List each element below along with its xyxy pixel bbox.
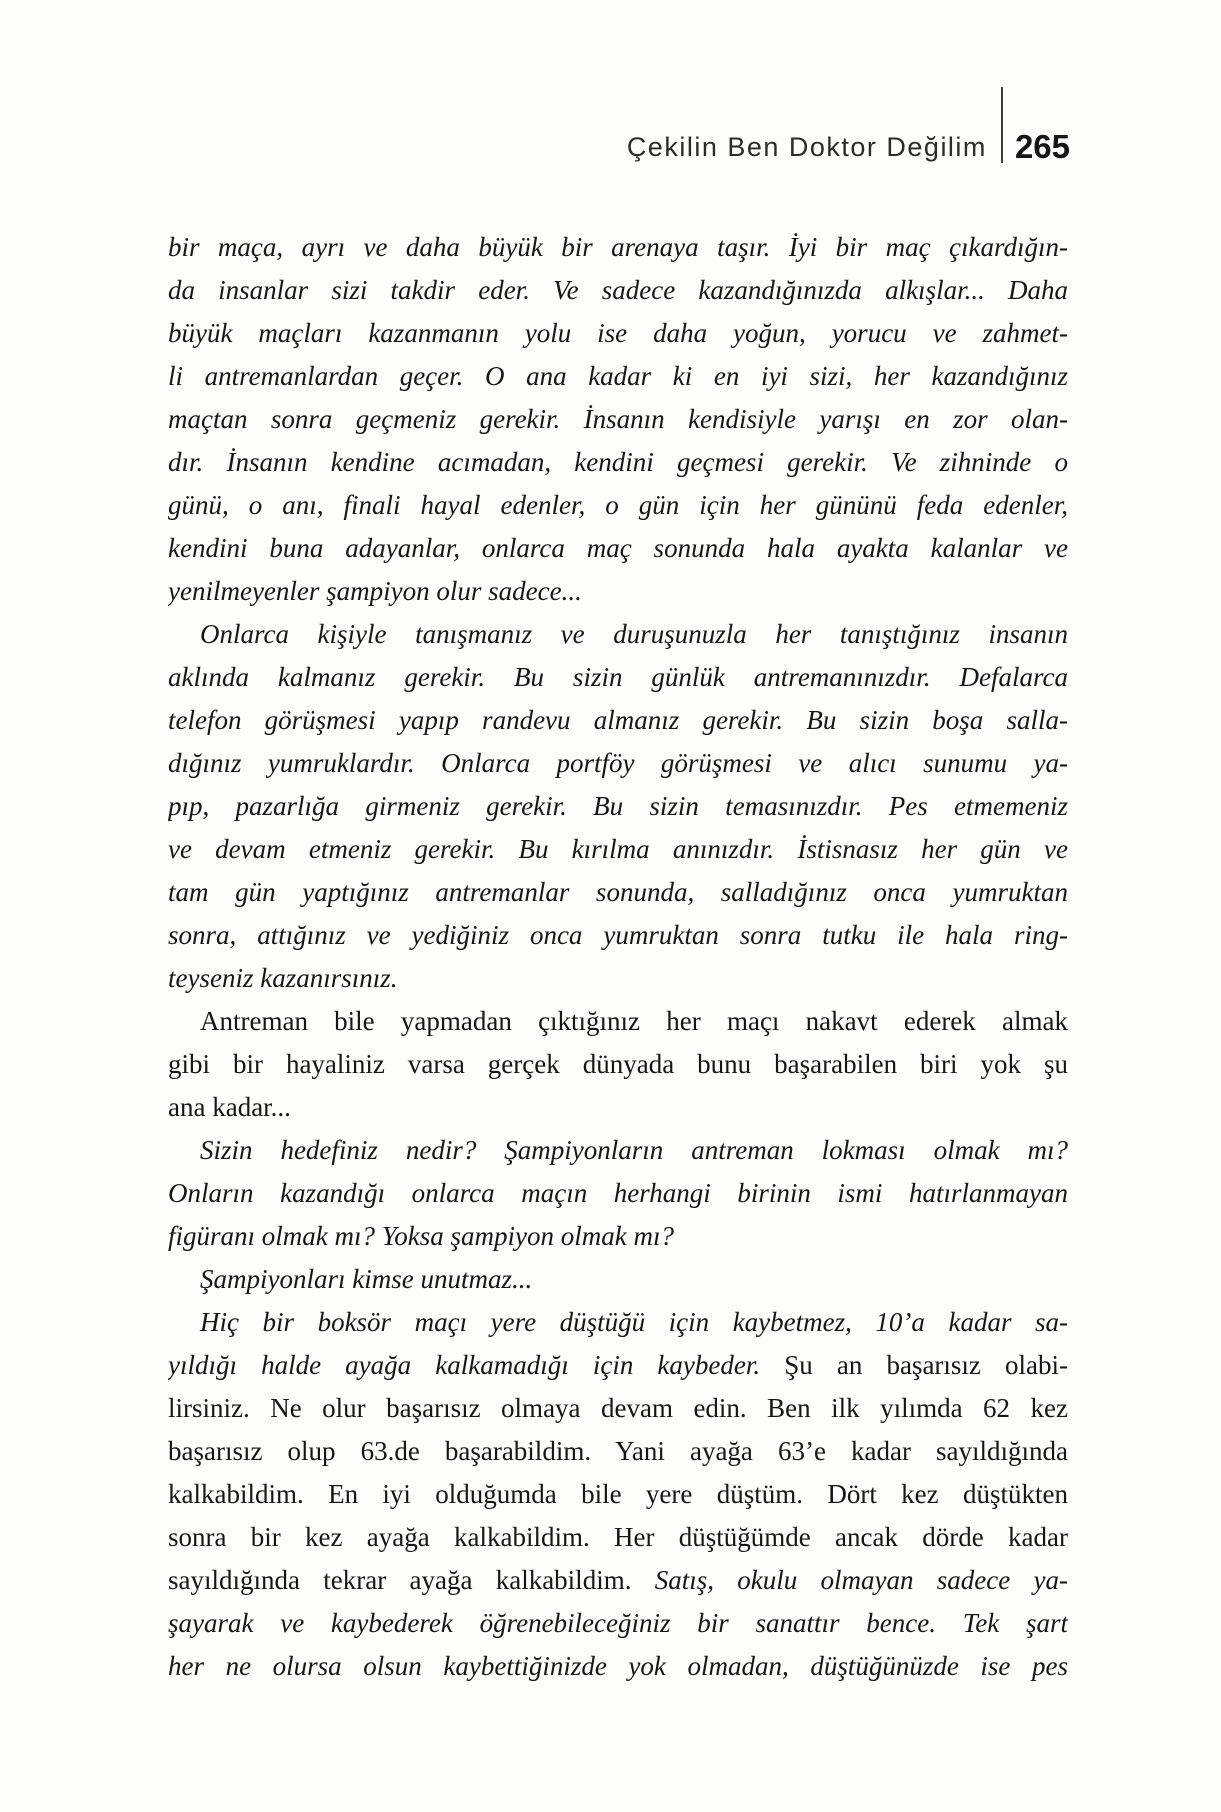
text-line bbox=[168, 1473, 1068, 1516]
italic-text-run: Satış, okulu olmayan sadece ya- bbox=[631, 1565, 1068, 1595]
italic-text-run: dır. İnsanın kendine acımadan, kendini geçmesi gerekir. Ve zihninde o bbox=[168, 447, 1068, 477]
text-line bbox=[168, 1215, 1068, 1258]
text-line bbox=[168, 1430, 1068, 1473]
regular-text-run: sonra bir kez ayağa kalkabildim. Her düştüğümde ancak dörde kadar bbox=[168, 1522, 1068, 1552]
text-line bbox=[168, 957, 1068, 1000]
regular-text-run: lirsiniz. Ne olur başarısız olmaya devam edin. Ben ilk yılımda 62 kez bbox=[168, 1393, 1068, 1423]
italic-text-run: sonra, attığınız ve yediğiniz onca yumruktan sonra tutku ile hala ring- bbox=[168, 920, 1068, 950]
italic-text-run: Şampiyonları kimse unutmaz... bbox=[200, 1264, 533, 1294]
italic-text-run: da insanlar sizi takdir eder. Ve sadece kazandığınızda alkışlar... Daha bbox=[168, 275, 1068, 305]
italic-text-run: yenilmeyenler şampiyon olur sadece... bbox=[168, 576, 582, 606]
italic-text-run: Sizin hedefiniz nedir? Şampiyonların antreman lokması olmak mı? bbox=[200, 1135, 1068, 1165]
text-line bbox=[168, 613, 1068, 656]
paragraph bbox=[168, 613, 1068, 1000]
text-line bbox=[168, 1559, 1068, 1602]
paragraph bbox=[168, 1301, 1068, 1688]
chapter-title: Çekilin Ben Doktor Değilim bbox=[626, 132, 987, 162]
text-line bbox=[168, 1129, 1068, 1172]
text-line bbox=[168, 1258, 1068, 1301]
paragraph bbox=[168, 226, 1068, 613]
italic-text-run: bir maça, ayrı ve daha büyük bir arenaya taşır. İyi bir maç çıkardığın- bbox=[168, 232, 1068, 262]
text-line bbox=[168, 1645, 1068, 1688]
text-line bbox=[168, 312, 1068, 355]
text-line bbox=[168, 1387, 1068, 1430]
paragraph bbox=[168, 1129, 1068, 1258]
italic-text-run: aklında kalmanız gerekir. Bu sizin günlük antremanınızdır. Defalarca bbox=[168, 662, 1068, 692]
italic-text-run: Hiç bir boksör maçı yere düştüğü için kaybetmez, 10’a kadar sa- bbox=[200, 1307, 1068, 1337]
italic-text-run: maçtan sonra geçmeniz gerekir. İnsanın kendisiyle yarışı en zor olan- bbox=[168, 404, 1068, 434]
italic-text-run: teyseniz kazanırsınız. bbox=[168, 963, 398, 993]
italic-text-run: her ne olursa olsun kaybettiğinizde yok olmadan, düştüğünüzde ise pes bbox=[168, 1651, 1068, 1681]
text-line bbox=[168, 226, 1068, 269]
regular-text-run: Antreman bile yapmadan çıktığınız her maçı nakavt ederek almak bbox=[200, 1006, 1068, 1036]
italic-text-run: kendini buna adayanlar, onlarca maç sonunda hala ayakta kalanlar ve bbox=[168, 533, 1068, 563]
italic-text-run: figüranı olmak mı? Yoksa şampiyon olmak mı? bbox=[168, 1221, 674, 1251]
page-number: 265 bbox=[1014, 128, 1070, 165]
text-line bbox=[168, 742, 1068, 785]
text-line bbox=[168, 570, 1068, 613]
text-line bbox=[168, 484, 1068, 527]
text-line bbox=[168, 1043, 1068, 1086]
page-body bbox=[168, 226, 1068, 1688]
header-divider bbox=[1001, 87, 1003, 163]
text-line bbox=[168, 828, 1068, 871]
italic-text-run: şayarak ve kaybederek öğrenebileceğiniz bir sanattır bence. Tek şart bbox=[168, 1608, 1068, 1638]
italic-text-run: günü, o anı, finali hayal edenler, o gün için her gününü feda edenler, bbox=[168, 490, 1068, 520]
regular-text-run: ana kadar... bbox=[168, 1092, 291, 1122]
text-line bbox=[168, 1301, 1068, 1344]
text-line bbox=[168, 914, 1068, 957]
italic-text-run: dığınız yumruklardır. Onlarca portföy görüşmesi ve alıcı sunumu ya- bbox=[168, 748, 1068, 778]
text-line bbox=[168, 699, 1068, 742]
text-line bbox=[168, 785, 1068, 828]
text-line bbox=[168, 398, 1068, 441]
italic-text-run: li antremanlardan geçer. O ana kadar ki en iyi sizi, her kazandığınız bbox=[168, 361, 1068, 391]
paragraph bbox=[168, 1258, 1068, 1301]
italic-text-run: Onlarca kişiyle tanışmanız ve duruşunuzla her tanıştığınız insanın bbox=[200, 619, 1068, 649]
regular-text-run: gibi bir hayaliniz varsa gerçek dünyada bunu başarabilen biri yok şu bbox=[168, 1049, 1068, 1079]
paragraph bbox=[168, 1000, 1068, 1129]
italic-text-run: büyük maçları kazanmanın yolu ise daha yoğun, yorucu ve zahmet- bbox=[168, 318, 1068, 348]
text-line bbox=[168, 1000, 1068, 1043]
italic-text-run: pıp, pazarlığa girmeniz gerekir. Bu sizin temasınızdır. Pes etmemeniz bbox=[168, 791, 1068, 821]
text-line bbox=[168, 656, 1068, 699]
italic-text-run: ve devam etmeniz gerekir. Bu kırılma anınızdır. İstisnasız her gün ve bbox=[168, 834, 1068, 864]
italic-text-run: yıldığı halde ayağa kalkamadığı için kaybeder. bbox=[168, 1350, 761, 1380]
text-line bbox=[168, 1172, 1068, 1215]
regular-text-run: kalkabildim. En iyi olduğumda bile yere düştüm. Dört kez düştükten bbox=[168, 1479, 1068, 1509]
italic-text-run: tam gün yaptığınız antremanlar sonunda, salladığınız onca yumruktan bbox=[168, 877, 1068, 907]
regular-text-run: başarısız olup 63.de başarabildim. Yani ayağa 63’e kadar sayıldığında bbox=[168, 1436, 1068, 1466]
text-line bbox=[168, 1516, 1068, 1559]
text-line bbox=[168, 1344, 1068, 1387]
italic-text-run: telefon görüşmesi yapıp randevu almanız gerekir. Bu sizin boşa salla- bbox=[168, 705, 1068, 735]
text-line bbox=[168, 1086, 1068, 1129]
text-line bbox=[168, 269, 1068, 312]
text-line bbox=[168, 441, 1068, 484]
regular-text-run: sayıldığında tekrar ayağa kalkabildim. bbox=[168, 1565, 632, 1595]
running-header bbox=[627, 87, 1070, 163]
italic-text-run: Onların kazandığı onlarca maçın herhangi birinin ismi hatırlanmayan bbox=[168, 1178, 1068, 1208]
text-line bbox=[168, 1602, 1068, 1645]
regular-text-run: Şu an başarısız olabi- bbox=[760, 1350, 1068, 1380]
text-line bbox=[168, 355, 1068, 398]
text-line bbox=[168, 871, 1068, 914]
text-line bbox=[168, 527, 1068, 570]
